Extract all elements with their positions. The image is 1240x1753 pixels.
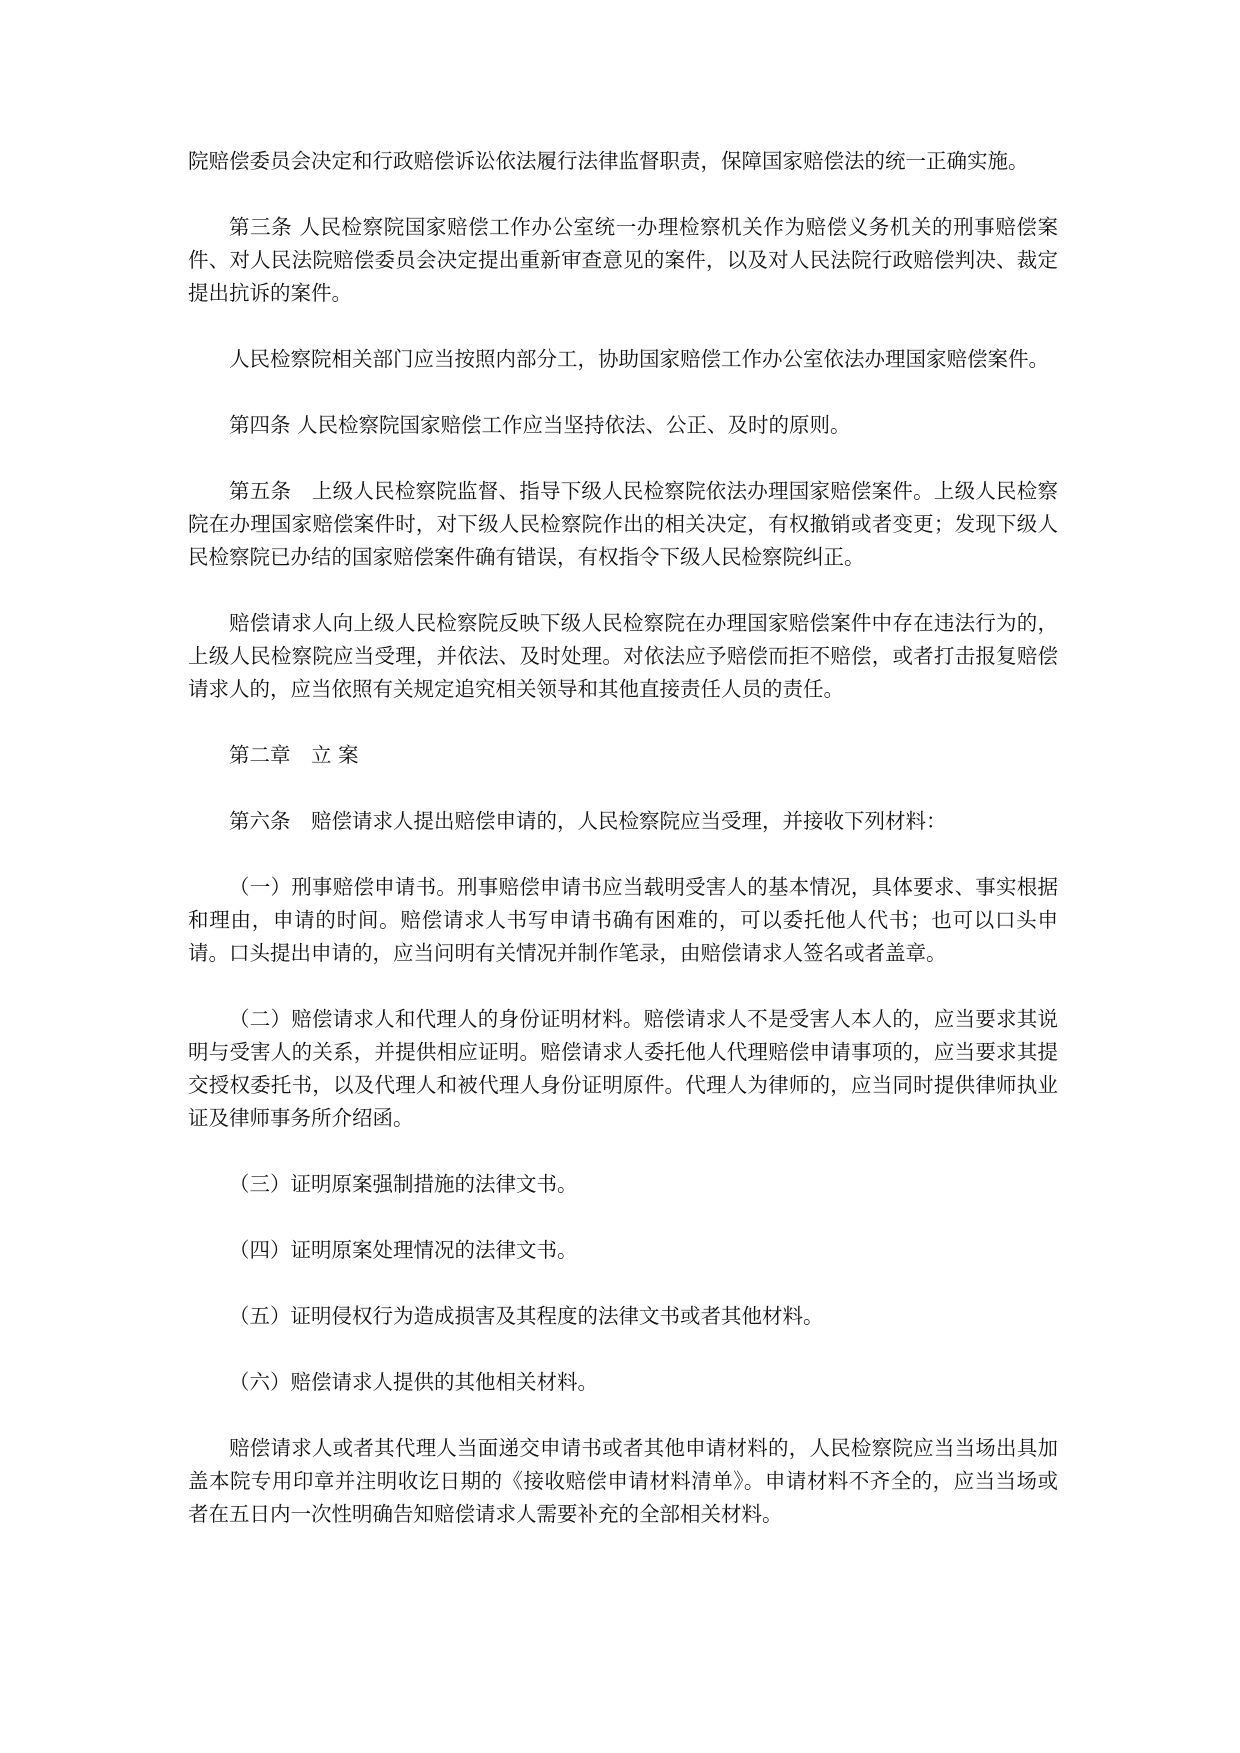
list-item-4: （四）证明原案处理情况的法律文书。 bbox=[229, 1238, 578, 1262]
list-item-1: （一）刑事赔偿申请书。刑事赔偿申请书应当载明受害人的基本情况，具体要求、事实根据和理由，申请的时间。赔偿请求人书写申请书确有困难的，可以委托他人代书；也可以口头申请。口头提出申请的，应当问明有关情况并制作笔录，由赔偿请求人签名或者盖章。 bbox=[188, 875, 1058, 965]
paragraph-article-5-sub: 赔偿请求人向上级人民检察院反映下级人民检察院在办理国家赔偿案件中存在违法行为的，上级人民检察院应当受理，并依法、及时处理。对依法应予赔偿而拒不赔偿，或者打击报复赔偿请求人的，应当依照有关规定追究相关领导和其他直接责任人员的责任。 bbox=[188, 611, 1058, 701]
paragraph-article-6: 第六条 赔偿请求人提出赔偿申请的，人民检察院应当受理，并接收下列材料： bbox=[229, 809, 947, 833]
list-item-2: （二）赔偿请求人和代理人的身份证明材料。赔偿请求人不是受害人本人的，应当要求其说明与受害人的关系，并提供相应证明。赔偿请求人委托他人代理赔偿申请事项的，应当要求其提交授权委托书，以及代理人和被代理人身份证明原件。代理人为律师的，应当同时提供律师执业证及律师事务所介绍函。 bbox=[188, 1007, 1058, 1130]
chapter-heading: 第二章 立 案 bbox=[229, 743, 359, 767]
paragraph-article-5: 第五条 上级人民检察院监督、指导下级人民检察院依法办理国家赔偿案件。上级人民检察院在办理国家赔偿案件时，对下级人民检察院作出的相关决定，有权撤销或者变更；发现下级人民检察院已办结的国家赔偿案件确有错误，有权指令下级人民检察院纠正。 bbox=[188, 479, 1058, 569]
paragraph-article-3-sub: 人民检察院相关部门应当按照内部分工，协助国家赔偿工作办公室依法办理国家赔偿案件。 bbox=[229, 347, 1049, 371]
paragraph-article-6-sub: 赔偿请求人或者其代理人当面递交申请书或者其他申请材料的，人民检察院应当当场出具加盖本院专用印章并注明收讫日期的《接收赔偿申请材料清单》。申请材料不齐全的，应当当场或者在五日内一次性明确告知赔偿请求人需要补充的全部相关材料。 bbox=[188, 1436, 1058, 1526]
paragraph-continuation: 院赔偿委员会决定和行政赔偿诉讼依法履行法律监督职责，保障国家赔偿法的统一正确实施。 bbox=[188, 149, 1029, 173]
paragraph-article-3: 第三条 人民检察院国家赔偿工作办公室统一办理检察机关作为赔偿义务机关的刑事赔偿案件、对人民法院赔偿委员会决定提出重新审查意见的案件，以及对人民法院行政赔偿判决、裁定提出抗诉的案件。 bbox=[188, 215, 1058, 305]
paragraph-article-4: 第四条 人民检察院国家赔偿工作应当坚持依法、公正、及时的原则。 bbox=[229, 413, 851, 437]
list-item-5: （五）证明侵权行为造成损害及其程度的法律文书或者其他材料。 bbox=[229, 1304, 824, 1328]
list-item-6: （六）赔偿请求人提供的其他相关材料。 bbox=[229, 1370, 598, 1394]
list-item-3: （三）证明原案强制措施的法律文书。 bbox=[229, 1172, 578, 1196]
document-body bbox=[188, 145, 1058, 1564]
